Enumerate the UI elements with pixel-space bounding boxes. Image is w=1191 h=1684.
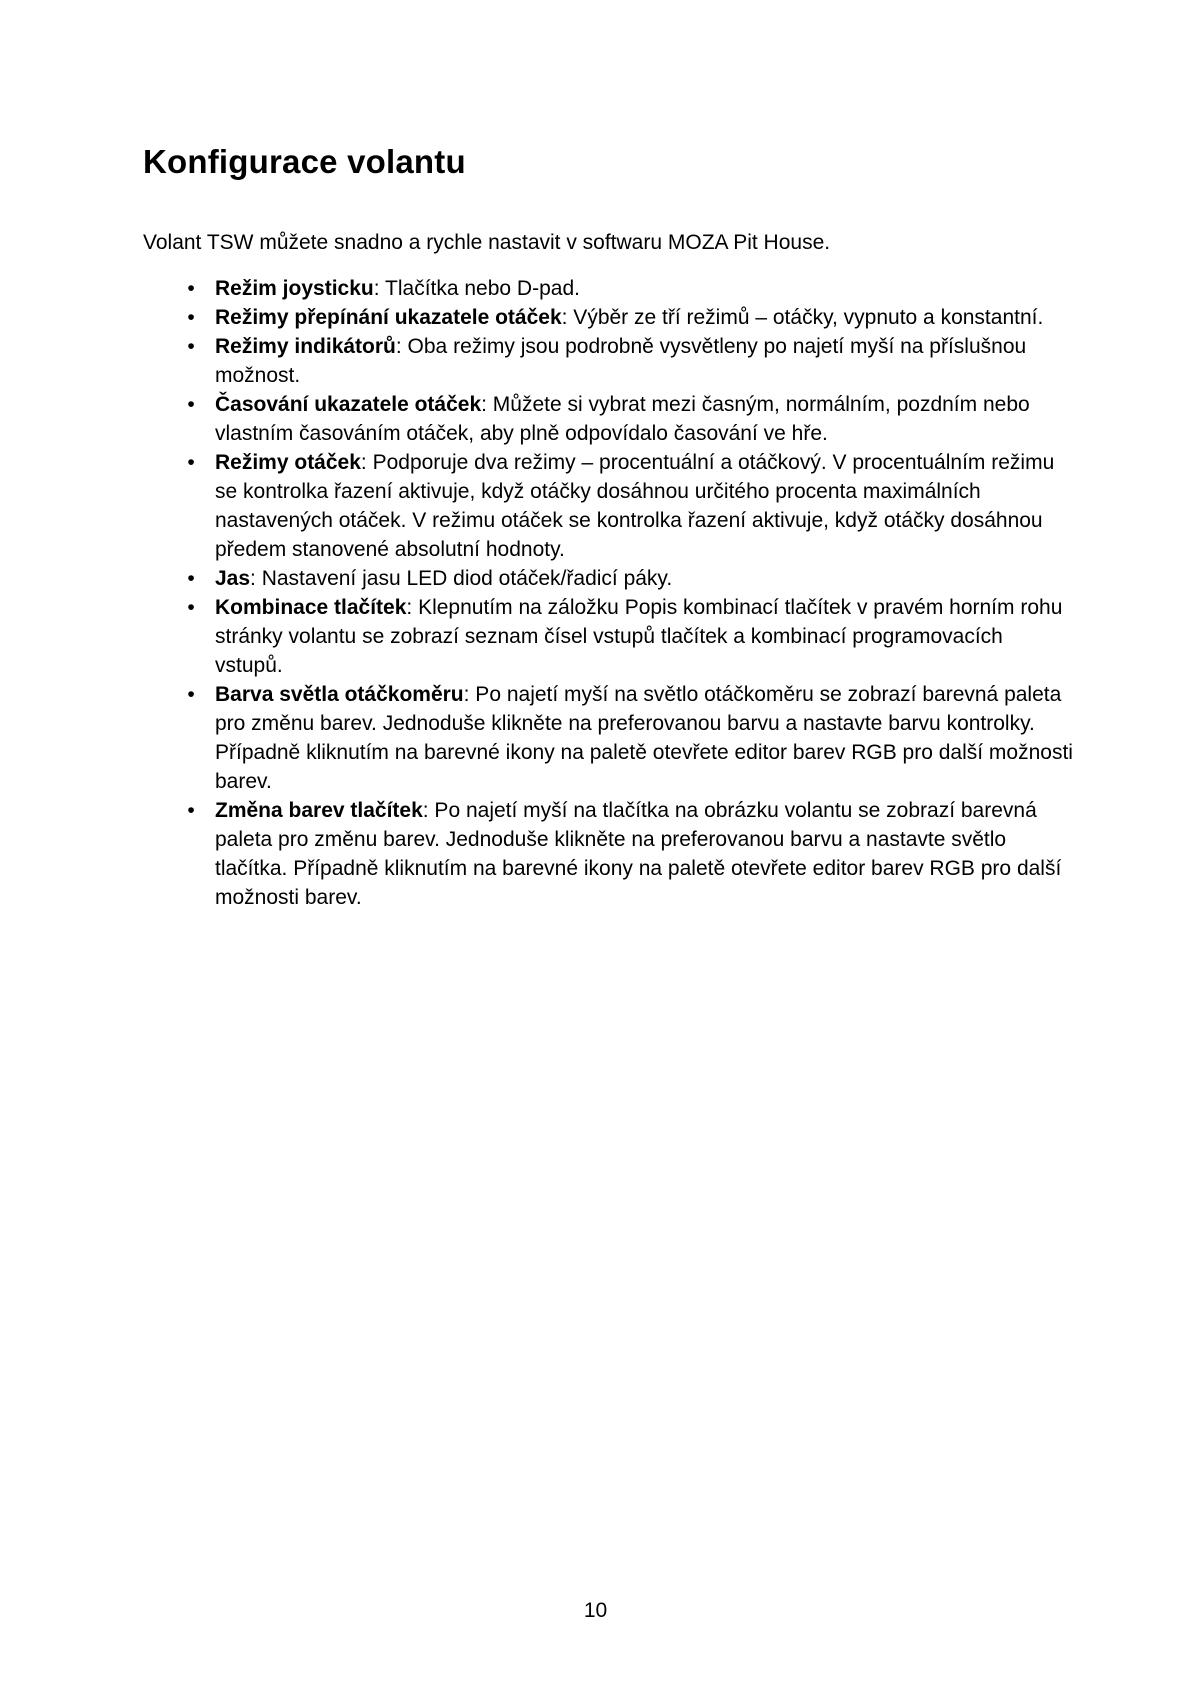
list-item-term: Režimy otáček xyxy=(215,451,361,474)
settings-list xyxy=(143,274,1073,912)
list-item-text: : Klepnutím na záložku Popis kombinací tlačítek v pravém horním rohu stránky volantu se zobrazí seznam čísel vstupů tlačítek a kombinací programovacích vstupů. xyxy=(215,596,1063,677)
list-item-brightness xyxy=(143,564,1073,593)
list-item-term: Režimy přepínání ukazatele otáček xyxy=(215,306,562,329)
list-item-text: : Nastavení jasu LED diod otáček/řadicí páky. xyxy=(250,567,673,590)
list-item-text: : Můžete si vybrat mezi časným, normálním, pozdním nebo vlastním časováním otáček, aby plně odpovídalo časování ve hře. xyxy=(215,393,1030,445)
list-item-joystick-mode xyxy=(143,274,1073,303)
list-item-term: Režimy indikátorů xyxy=(215,335,396,358)
list-item-term: Režim joysticku xyxy=(215,277,374,300)
list-item-button-color-change xyxy=(143,796,1073,912)
list-item-indicator-modes xyxy=(143,332,1073,390)
bullet-icon: • xyxy=(187,277,195,300)
bullet-icon: • xyxy=(187,567,195,590)
bullet-icon: • xyxy=(187,451,195,474)
list-item-text: : Tlačítka nebo D-pad. xyxy=(373,277,580,300)
list-item-rpm-light-color xyxy=(143,680,1073,796)
list-item-term: Časování ukazatele otáček xyxy=(215,393,482,416)
list-item-text: : Podporuje dva režimy – procentuální a otáčkový. V procentuálním režimu se kontrolka řazení aktivuje, když otáčky dosáhnou určitého procenta maximálních nastavených otáček. V režimu otáček se kontrolka řazení aktivuje, když otáčky dosáhnou předem stanovené absolutní hodnoty. xyxy=(215,451,1055,561)
bullet-icon: • xyxy=(187,393,195,416)
list-item-text: : Po najetí myší na světlo otáčkoměru se zobrazí barevná paleta pro změnu barev. Jednoduše klikněte na preferovanou barvu a nastavte barvu kontrolky. Případně kliknutím na barevné ikony na paletě otevřete editor barev RGB pro další možnosti barev. xyxy=(215,683,1073,793)
list-item-text: : Po najetí myší na tlačítka na obrázku volantu se zobrazí barevná paleta pro změnu barev. Jednoduše klikněte na preferovanou barvu a nastavte světlo tlačítka. Případně kliknutím na barevné ikony na paletě otevřete editor barev RGB pro další možnosti barev. xyxy=(215,799,1062,909)
list-item-rpm-indicator-timing xyxy=(143,390,1073,448)
page-title: Konfigurace volantu xyxy=(143,143,466,180)
bullet-icon: • xyxy=(187,306,195,329)
bullet-icon: • xyxy=(187,799,195,822)
list-item-text: : Oba režimy jsou podrobně vysvětleny po najetí myší na příslušnou možnost. xyxy=(215,335,1027,387)
bullet-icon: • xyxy=(187,335,195,358)
bullet-icon: • xyxy=(187,596,195,619)
list-item-term: Změna barev tlačítek xyxy=(215,799,423,822)
list-item-button-combinations xyxy=(143,593,1073,680)
list-item-term: Barva světla otáčkoměru xyxy=(215,683,464,706)
list-item-term: Jas xyxy=(215,567,251,590)
bullet-icon: • xyxy=(187,683,195,706)
list-item-term: Kombinace tlačítek xyxy=(215,596,407,619)
list-item-rpm-modes xyxy=(143,448,1073,564)
intro-paragraph: Volant TSW můžete snadno a rychle nastavit v softwaru MOZA Pit House. xyxy=(143,231,831,254)
list-item-text: : Výběr ze tří režimů – otáčky, vypnuto a konstantní. xyxy=(561,306,1044,329)
page-number: 10 xyxy=(583,1599,608,1622)
list-item-rpm-indicator-modes xyxy=(143,303,1073,332)
